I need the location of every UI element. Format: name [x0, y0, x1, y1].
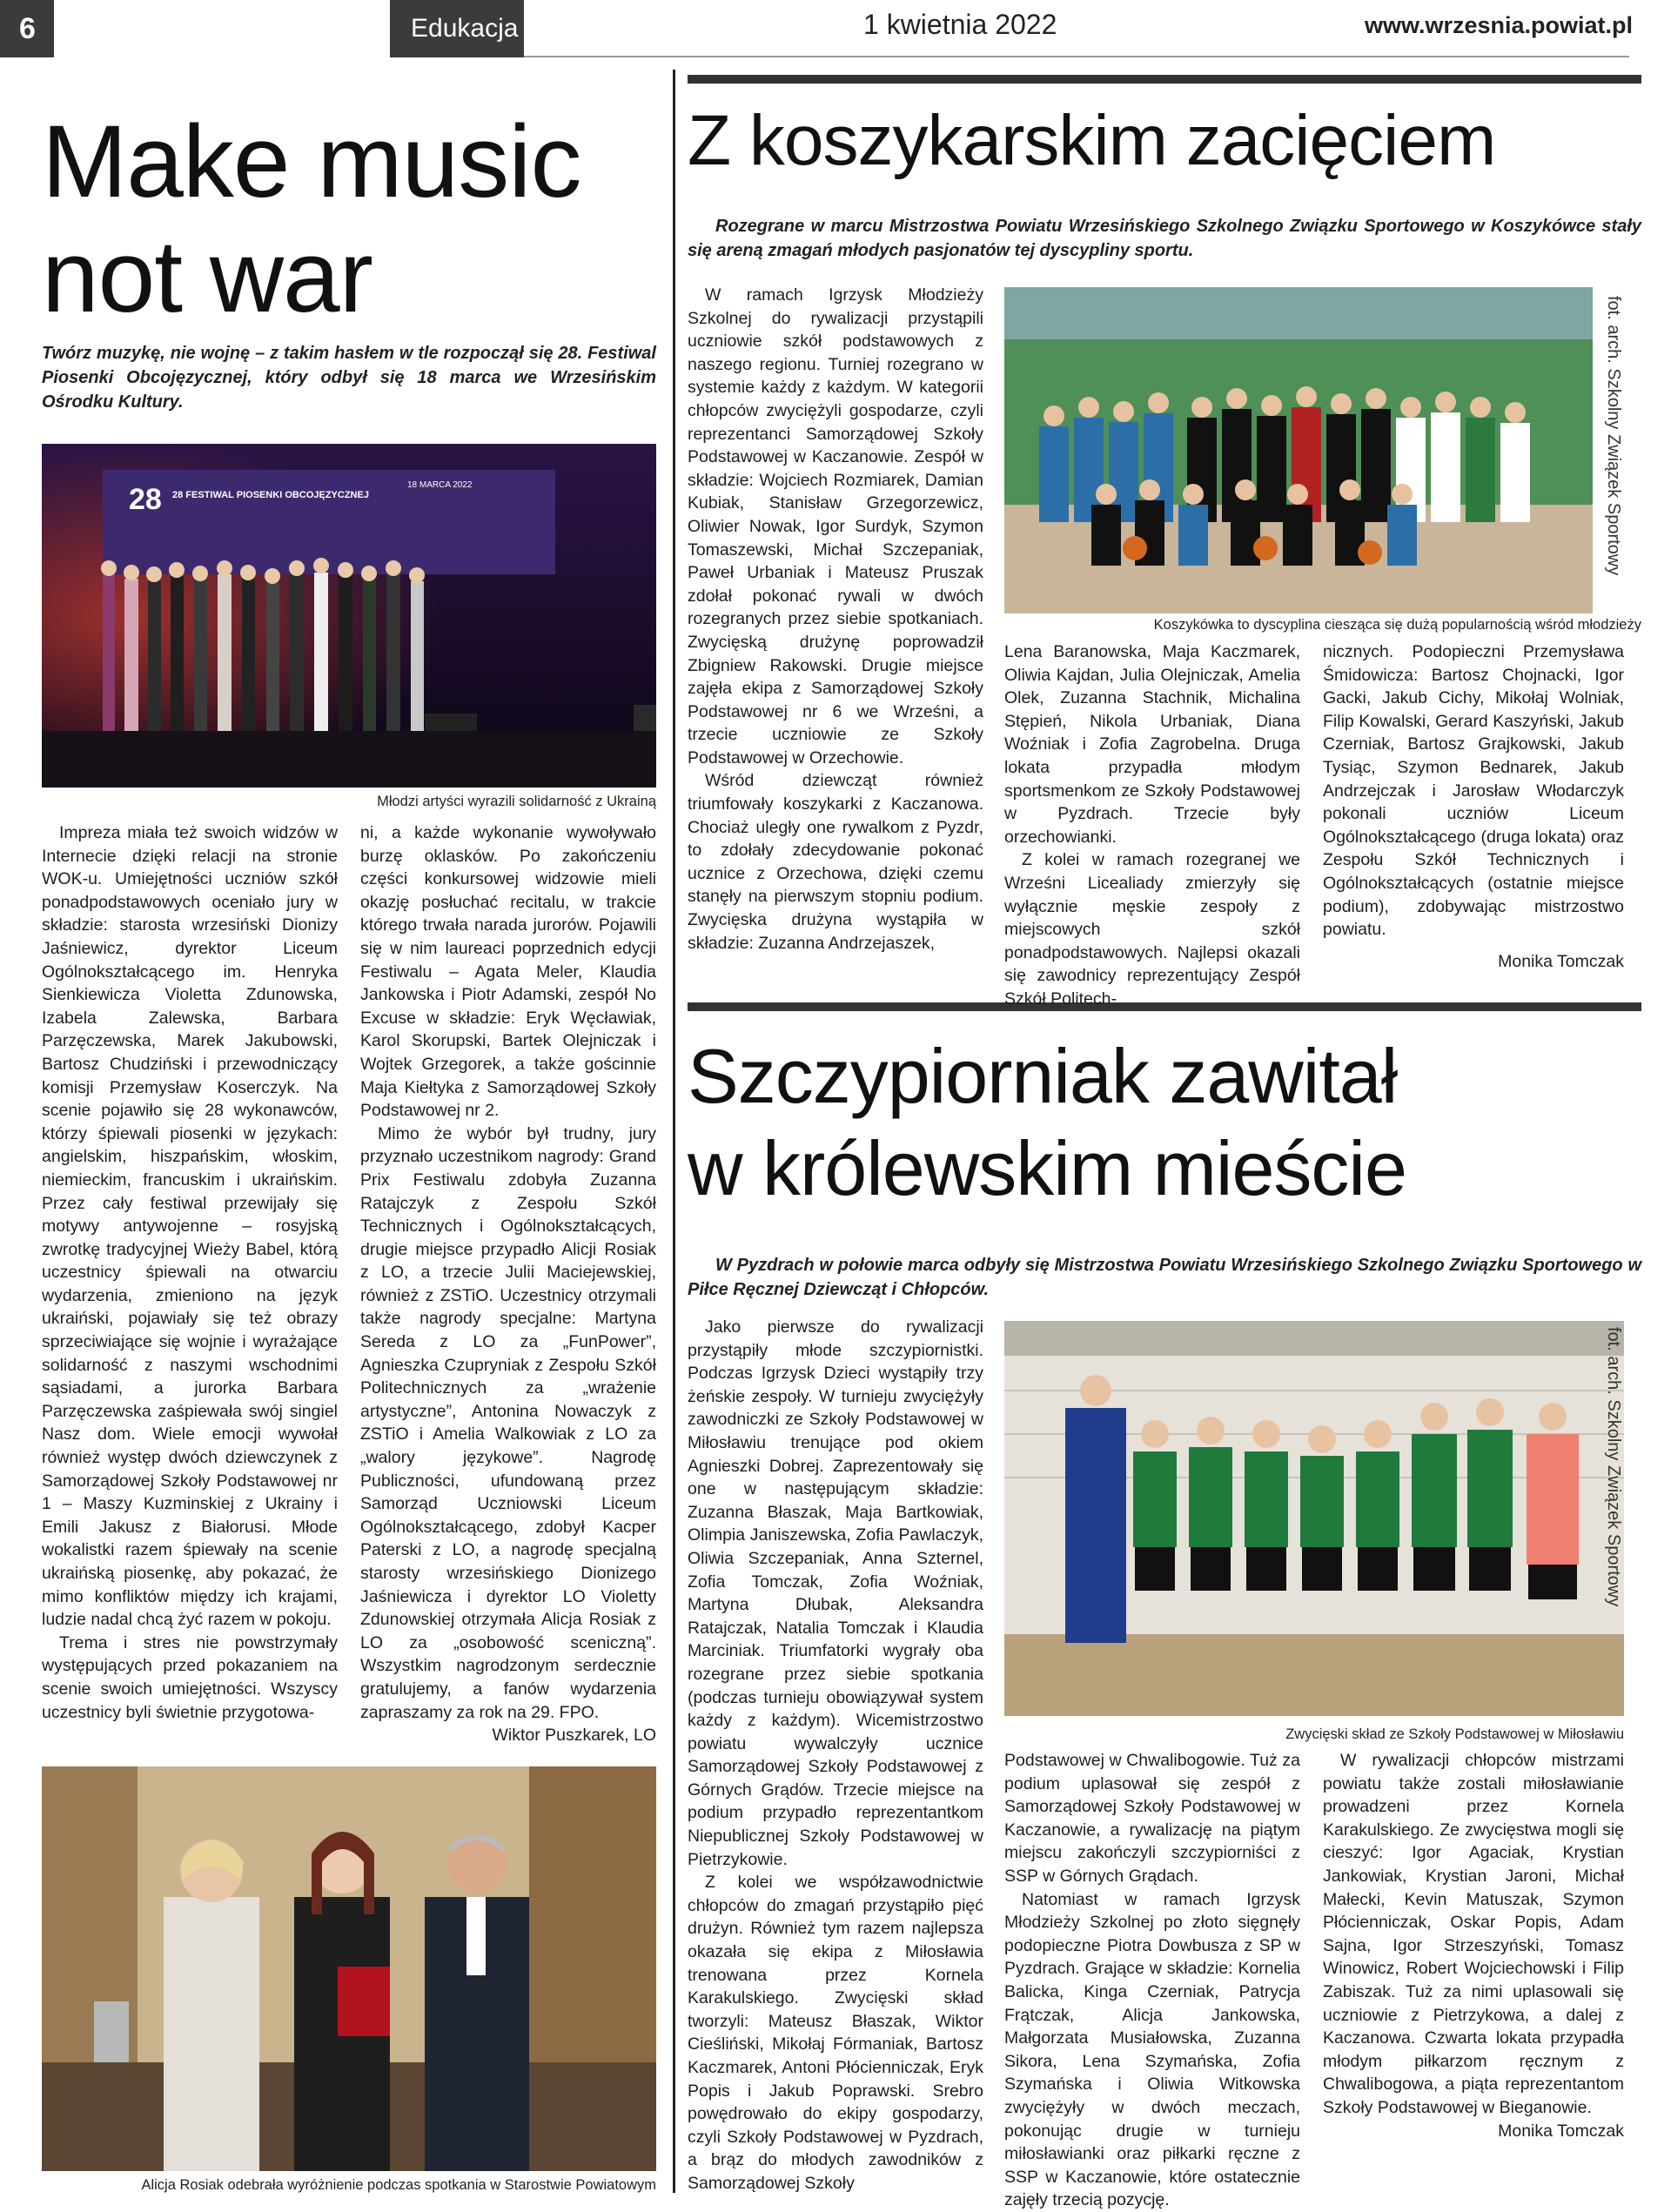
article3-photo-caption: Zwycięski skład ze Szkoły Podstawowej w Miłosławiu	[1285, 1726, 1624, 1742]
stage-screen-date: 18 MARCA 2022	[407, 480, 473, 490]
article3-photo-credit: fot. arch. Szkolny Związek Sportowy	[1604, 1327, 1623, 1607]
stage-screen-number: 28	[129, 483, 162, 516]
article3-paragraph: W rywalizacji chłopców mistrzami powiatu także zostali miłosławianie prowadzeni przez Kornela Karakulskiego. Ze zwycięstwa mogli się cieszyć: Igor Agaciak, Krystian Jankowiak, Krystian Jaroni, Michał Małecki, Kevin Matuszak, Szymon Płócienniczak, Oskar Popis, Adam Sajna, Igor Strzeszyński, Tomasz Winowicz, Robert Wojciechowski i Filip Zabiszak. Tuż za nimi uplasowali się uczniowie z Pietrzykowa, a dalej z Kaczanowa. Czwarta lokata przypadła młodym piłkarzom ręcznym z Chwalibogowa, a piąta reprezentantom Szkoły Podstawowej w Bieganowie.	[1323, 1751, 1624, 2117]
article1-paragraph: Impreza miała też swoich widzów w Internecie dzięki relacji na stronie WOK-u. Umiejętności uczniów szkół ponadpodstawowych oceniało jury w składzie: starosta wrzesiński Dionizy Jaśniewicz, dyrektor Liceum Ogólnokształcącego im. Henryka Sienkiewicza Violetta Zdunowska, Izabela Zalewska, Barbara Parzęczewska, Marek Jakubowski, Bartosz Chudziński i przewodniczący komisji Przemysław Koserczyk. Na scenie pojawiło się 28 wykonawców, którzy śpiewali piosenki w językach: angielskim, hiszpańskim, włoskim, niemieckim, francuskim i ukraińskim. Przez cały festiwal przewijały się motywy antywojenne – rosyjską zwrotkę tradycyjnej Wieży Babel, którą uczestnicy śpiewali na otwarciu wydarzenia, zmieniono na język ukraiński, pojawiały się też obrazy sprzeciwiające się wojnie i wyrażające solidarność z naszymi wschodnimi sąsiadami, a jurorka Barbara Parzęczewska zaśpiewała swój singiel Nasz dom. Wiele emocji wywołał również występ dwóch dziewczynek z Samorządowej Szkoły Podstawowej nr 1 – Maszy Kuzminskiej z Ukrainy i Emili Jakusz z Białorusi. Młode wokalistki razem śpiewały na scenie ukraińską piosenkę, aby pokazać, że mimo konfliktów między ich krajami, ludzie nadal chcą żyć razem w pokoju.	[42, 823, 338, 1630]
article1-photo-caption: Młodzi artyści wyrazili solidarność z Ukrainą	[377, 794, 656, 809]
article3-author: Monika Tomczak	[1498, 2121, 1624, 2141]
article2-column3	[1323, 640, 1624, 973]
article2-paragraph: W ramach Igrzysk Młodzieży Szkolnej do rywalizacji przystąpili uczniowie szkół podstawowych z naszego regionu. Turniej rozegrano w systemie każdy z każdym. W kategorii chłopców zwyciężyli gospodarze, czyli reprezentanci Samorządowej Szkoły Podstawowej w Kaczanowie. Zespół w składzie: Wojciech Rozmiarek, Damian Kubiak, Stanisław Grzegorzewicz, Oliwier Nowak, Igor Surdyk, Szymon Tomaszewski, Michał Szczepaniak, Paweł Urbaniak i Mateusz Pruszak zdołał pokonać rywali w dwóch rozegranych przez siebie spotkaniach. Zwycięską drużynę poprowadził Zbigniew Rakowski. Drugie miejsce zajęła ekipa z Samorządowej Szkoły Podstawowej nr 6 we Wrześni, a trzecie uczniowie ze Szkoły Podstawowej w Orzechowie.	[688, 285, 983, 767]
article2-top-rule	[688, 75, 1641, 84]
article3-paragraph: Podstawowej w Chwalibogowie. Tuż za podium uplasował się zespół z Samorządowej Szkoły Podstawowej w Kaczanowie, a rywalizację na piątym miejscu zakończyli szczypiorniści z SSP w Górnych Grądach.	[1004, 1751, 1300, 1886]
article1-paragraph: Mimo że wybór był trudny, jury przyznało uczestnikom nagrody: Grand Prix Festiwalu zdobyła Zuzanna Ratajczyk z Zespołu Szkół Technicznych i Ogólnokształcących, drugie miejsce przypadło Alicji Rosiak z LO, a trzecie Julii Maciejewskiej, również z ZSTiO. Uczestnicy otrzymali także nagrody specjalne: Martyna Sereda z LO za „FunPower”, Agnieszka Czupryniak z Zespołu Szkół Politechnicznych za „wrażenie artystyczne”, Antonina Nowaczyk z ZSTiO i Amelia Walkowiak z LO za „walory językowe”. Nagrodę Publiczności, ufundowaną przez Samorząd Uczniowski Liceum Ogólnokształcącego, zdobył Kacper Paterski z LO, a nagrodę specjalną starosty wrzesińskiego Dionizego Jaśniewicza i dyrektor LO Violetty Zdunowskiej otrzymała Alicja Rosiak z LO za „osobowość sceniczną”. Wszystkim nagrodzonym serdecznie gratulujemy, a fanów wydarzenia zapraszamy za rok na 29. FPO.	[360, 1123, 656, 1722]
article2-photo-caption: Koszykówka to dyscyplina ciesząca się dużą popularnością wśród młodzieży	[1153, 617, 1641, 633]
stage-screen-title: 28 FESTIWAL PIOSENKI OBCOJĘZYCZNEJ	[172, 490, 369, 500]
article3-column1	[688, 1316, 983, 2195]
article2-photo-credit: fot. arch. Szkolny Związek Sportowy	[1604, 296, 1623, 576]
article1-award-photo	[42, 1766, 656, 2171]
header-rule	[524, 56, 1629, 57]
article2-title: Z koszykarskim zacięciem	[688, 101, 1496, 180]
article3-column3	[1323, 1749, 1624, 2142]
article1-column2	[360, 821, 656, 1747]
article3-column2	[1004, 1749, 1300, 2212]
article1-title: Make music not war	[42, 104, 581, 334]
article3-paragraph: Natomiast w ramach Igrzysk Młodzieży Szkolnej po złoto sięgnęły podopieczne Piotra Dowbusza z SP w Pyzdrach. Grające w składzie: Kornelia Balicka, Kinga Czerniak, Patrycja Frątczak, Alicja Jankowska, Małgorzata Musiałowska, Zuzanna Sikora, Lena Szymańska, Zofia Szymańska i Oliwia Witkowska zwyciężyły w dwóch meczach, pokonując drugie w turnieju miłosławianki oraz piłkarki ręczne z SSP w Kaczanowie, które ostatecznie zajęły trzecią pozycję.	[1004, 1889, 1300, 2210]
article2-basketball-photo	[1004, 287, 1593, 613]
article1-photo2-caption: Alicja Rosiak odebrała wyróżnienie podczas spotkania w Starostwie Powiatowym	[141, 2177, 656, 2193]
article2-column1	[688, 284, 983, 955]
article3-title: Szczypiorniak zawitał w królewskim mieście	[688, 1033, 1406, 1211]
section-label: Edukacja	[390, 0, 524, 57]
article2-paragraph: Wśród dziewcząt również triumfowały koszykarki z Kaczanowa. Chociaż uległy one rywalkom z Pyzdr, to zdołały zdecydowanie pokonać ucznice z Orzechowa, dzięki czemu stanęły na pierwszym stopniu podium. Zwycięska drużyna wystąpiła w składzie: Zuzanna Andrzejaszek,	[688, 771, 983, 953]
article3-paragraph: Z kolei we współzawodnictwie chłopców do zmagań przystąpiło pięć drużyn. Również tym razem najlepsza okazała się ekipa z Miłosławia trenowana przez Kornela Karakulskiego. Zwycięski skład tworzyli: Mateusz Błaszak, Wiktor Cieśliński, Mikołaj Fórmaniak, Bartosz Kaczmarek, Antoni Płócienniczak, Eryk Popis i Jakub Poprawski. Srebro powędrowało do ekipy gospodarzy, czyli Szkoły Podstawowej w Pyzdrach, a brąz do młodych zawodników z Samorządowej Szkoły	[688, 1873, 983, 2193]
article1-paragraph: Trema i stres nie powstrzymały występujących przed pokazaniem na scenie swoich umiejętności. Wszyscy uczestnicy byli świetnie przygotowa-	[42, 1632, 338, 1722]
article3-handball-photo	[1004, 1321, 1624, 1716]
article2-paragraph: Lena Baranowska, Maja Kaczmarek, Oliwia Kajdan, Julia Olejniczak, Amelia Olek, Zuzanna Stachnik, Michalina Stępień, Nikola Urbaniak, Diana Woźniak i Zofia Zagrobelna. Druga lokata przypadła młodym sportsmenkom ze Szkoły Podstawowej w Pyzdrach. Trzecie były orzechowianki.	[1004, 642, 1300, 847]
article1-lead: Twórz muzykę, nie wojnę – z takim hasłem w tle rozpoczął się 28. Festiwal Piosenki Obcojęzycznej, który odbył się 18 marca we Wrzesińskim Ośrodku Kultury.	[42, 344, 656, 412]
article3-lead: W Pyzdrach w połowie marca odbyły się Mistrzostwa Powiatu Wrzesińskiego Szkolnego Związku Sportowego w Piłce Ręcznej Dziewcząt i Chłopców.	[688, 1256, 1641, 1299]
article2-author: Monika Tomczak	[1498, 951, 1624, 971]
article1-column1	[42, 821, 338, 1724]
article1-paragraph: ni, a każde wykonanie wywoływało burzę oklasków. Po zakończeniu części konkursowej widzowie mieli okazję posłuchać recitalu, w trakcie którego trwała narada jurorów. Pojawili się w nim laureaci poprzednich edycji Festiwalu – Agata Meler, Klaudia Jankowska i Piotr Adamski, zespół No Excuse w składzie: Eryk Węcławiak, Karol Skorupski, Bartek Olejniczak i Wojtek Grzegorek, a także gościnnie Maja Kiełtyka z Samorządowej Szkoły Podstawowej nr 2.	[360, 823, 656, 1121]
article1-author: Wiktor Puszkarek, LO	[492, 1726, 656, 1746]
article2-lead: Rozegrane w marcu Mistrzostwa Powiatu Wrzesińskiego Szkolnego Związku Sportowego w Koszykówce stały się areną zmagań młodych pasjonatów tej dyscypliny sportu.	[688, 217, 1641, 260]
article2-paragraph: nicznych. Podopieczni Przemysława Śmidowicza: Bartosz Chojnacki, Igor Gacki, Jakub Cichy, Mikołaj Wolniak, Filip Kowalski, Gerard Kaszyński, Jakub Czerniak, Bartosz Grajkowski, Jakub Tysiąc, Szymon Bednarek, Jakub Andrzejczak i Jarosław Włodarczyk pokonali uczniów Liceum Ogólnokształcącego (druga lokata) oraz Zespołu Szkół Technicznych i Ogólnokształcących (ostatnie miejsce podium), zdobywając mistrzostwo powiatu.	[1323, 642, 1624, 940]
issue-date: 1 kwietnia 2022	[863, 9, 1057, 40]
article2-paragraph: Z kolei w ramach rozegranej we Wrześni Licealiady zmierzyły się wyłącznie męskie zespoły z miejscowych szkół ponadpodstawowych. Najlepsi okazali się zawodnicy reprezentujący Zespół Szkół Politech-	[1004, 850, 1300, 1009]
article1-stage-photo	[42, 444, 656, 788]
article3-paragraph: Jako pierwsze do rywalizacji przystąpiły młode szczypiornistki. Podczas Igrzysk Dzieci wystąpiły trzy żeńskie zespoły. W turnieju zwyciężyły zawodniczki ze Szkoły Podstawowej w Miłosławiu trenujące pod okiem Agnieszki Dobrej. Zaprezentowały się one w następującym składzie: Zuzanna Błaszak, Maja Bartkowiak, Olimpia Janiszewska, Zofia Pawlaczyk, Oliwia Szczepaniak, Anna Szternel, Zofia Tomczak, Zofia Woźniak, Martyna Dłubak, Aleksandra Ratajczak, Natalia Tomczak i Klaudia Marciniak. Triumfatorki wygrały oba rozegrane przez siebie spotkania (podczas turnieju obowiązywał system każdy z każdym). Wicemistrzostwo powiatu wywalczyły ucznice Samorządowej Szkoły Podstawowej z Górnych Grądów. Trzecie miejsce na podium przypadło reprezentantkom Niepublicznej Szkoły Podstawowej w Pietrzykowie.	[688, 1317, 983, 1869]
article2-column2	[1004, 640, 1300, 1011]
website-link[interactable]: www.wrzesnia.powiat.pl	[1364, 12, 1633, 38]
page-number: 6	[0, 0, 54, 57]
column-divider	[673, 70, 675, 2193]
